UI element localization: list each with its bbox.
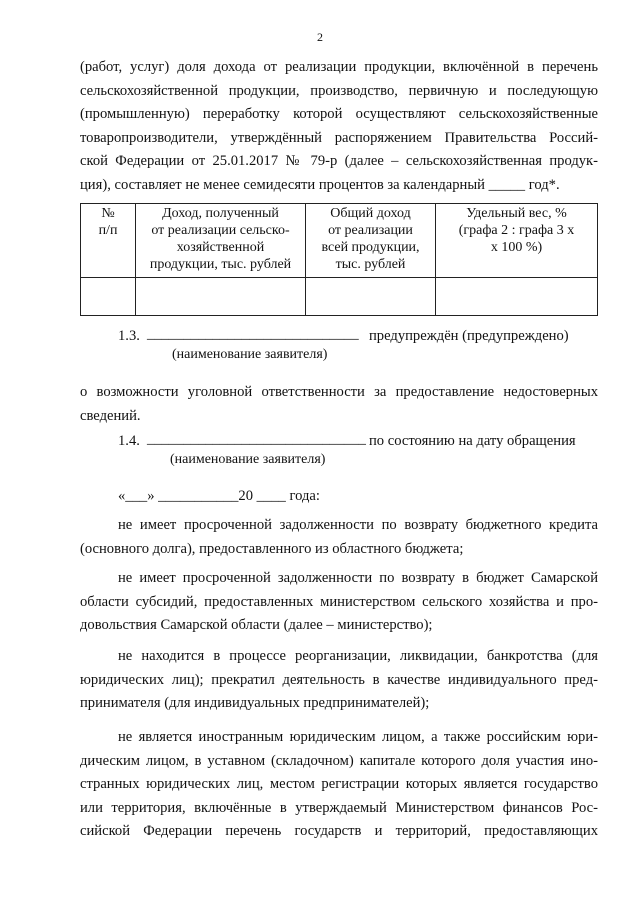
table-cell[interactable] — [81, 278, 136, 316]
header-line: тыс. рублей — [335, 257, 406, 272]
header-line: № — [101, 206, 115, 221]
header-line: Общий доход — [330, 206, 411, 221]
condition-line: (основного долга), предоставленного из областного бюджета; — [80, 540, 464, 557]
condition-line: принимателя (для индивидуальных предпринимателей); — [80, 695, 430, 711]
condition-line: не имеет просроченной задолженности по возврату бюджетного кредита — [118, 517, 598, 533]
item-1-3-text: предупреждён (предупреждено) — [369, 328, 569, 344]
table-cell[interactable] — [436, 278, 598, 316]
table-cell[interactable] — [306, 278, 436, 316]
intro-line: (работ, услуг) доля дохода от реализации продукции, включённой в перечень — [80, 59, 598, 75]
table-row — [81, 278, 598, 316]
condition-paragraph — [80, 645, 598, 716]
header-line: хозяйственной — [176, 240, 265, 255]
item-1-3-number: 1.3. — [118, 328, 140, 344]
item-1-4-number: 1.4. — [118, 433, 140, 449]
header-total-income — [306, 204, 436, 278]
applicant-name-blank[interactable]: ______________________________ — [147, 431, 366, 447]
item-1-4-text: по состоянию на дату обращения — [369, 433, 576, 449]
condition-line: не находится в процессе реорганизации, ликвидации, банкротства (для — [118, 648, 598, 664]
condition-line: не имеет просроченной задолженности по возврату в бюджет Самарской — [118, 570, 598, 586]
intro-line: (промышленную) переработку которой осуществляют сельскохозяйственные — [80, 106, 598, 122]
condition-paragraph — [80, 726, 598, 844]
header-line: Удельный вес, % — [466, 206, 567, 221]
liability-line: сведений. — [80, 407, 141, 424]
liability-line: о возможности уголовной ответственности за предоставление недостоверных — [80, 384, 598, 400]
intro-paragraph — [80, 56, 598, 197]
income-share-table — [80, 203, 598, 316]
table-header-row — [81, 204, 598, 278]
header-line: от реализации сельско- — [151, 223, 290, 238]
header-line: продукции, тыс. рублей — [149, 257, 292, 272]
table-cell[interactable] — [136, 278, 306, 316]
condition-paragraph — [80, 514, 598, 561]
applicant-name-blank[interactable]: _____________________________ — [147, 326, 359, 342]
header-number — [81, 204, 136, 278]
applicant-name-caption: (наименование заявителя) — [170, 452, 326, 467]
intro-line: товаропроизводители, утверждённый распоряжением Правительства Россий- — [80, 129, 598, 146]
condition-paragraph — [80, 567, 598, 638]
condition-line: не является иностранным юридическим лицом, а также российским юри- — [118, 729, 598, 745]
condition-line: довольствия Самарской области (далее – министерство); — [80, 617, 433, 633]
liability-paragraph — [80, 381, 598, 428]
date-line[interactable]: «___» ___________20 ____ года: — [118, 488, 320, 504]
applicant-name-caption: (наименование заявителя) — [172, 347, 328, 362]
header-line: от реализации — [328, 223, 413, 238]
condition-line: области субсидий, предоставленных министерством сельского хозяйства и про- — [80, 593, 598, 610]
condition-line: юридических лиц); прекратил деятельность в качестве индивидуального пред- — [80, 671, 598, 688]
condition-line: сийской Федерации перечень государств и территорий, предоставляющих — [80, 823, 598, 839]
condition-line: дическим лицом, в уставном (складочном) капитале которого доля участия ино- — [80, 752, 598, 769]
header-line: х 100 %) — [490, 240, 543, 255]
header-line: Доход, полученный — [162, 206, 279, 221]
intro-line: ция), составляет не менее семидесяти процентов за календарный _____ год*. — [80, 176, 560, 193]
header-line: (графа 2 : графа 3 х — [458, 223, 575, 238]
header-line: всей продукции, — [321, 240, 420, 255]
condition-line: или территория, включённые в утверждаемый Министерством финансов Рос- — [80, 799, 598, 816]
page-number: 2 — [317, 30, 323, 44]
header-share — [436, 204, 598, 278]
intro-line: ской Федерации от 25.01.2017 № 79-р (далее – сельскохозяйственная продук- — [80, 153, 598, 169]
header-agri-income — [136, 204, 306, 278]
condition-line: странных юридических лиц, местом регистрации которых является государство — [80, 776, 598, 792]
intro-line: сельскохозяйственной продукции, производство, первичную и последующую — [80, 82, 598, 99]
header-line: п/п — [98, 223, 118, 238]
